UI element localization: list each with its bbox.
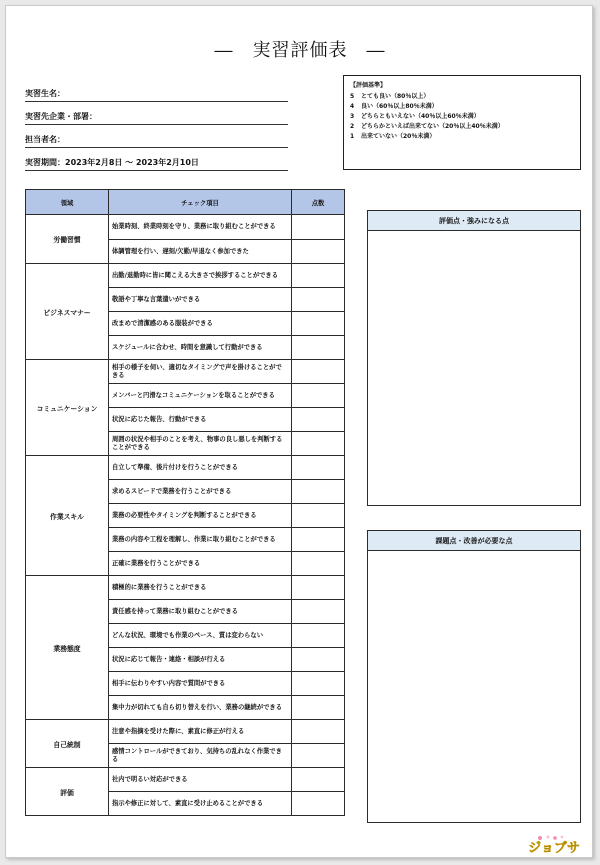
check-item: 責任感を持って業務に取り組むことができる: [109, 600, 292, 624]
category-cell: 労働習慣: [26, 215, 109, 264]
header-check-item: チェック項目: [109, 190, 292, 215]
check-item: 相手の様子を伺い、適切なタイミングで声を掛けることができる: [109, 360, 292, 384]
criteria-text: 出来ていない（20％未満）: [361, 133, 436, 140]
check-item: 社内で明るい対応ができる: [109, 768, 292, 792]
score-cell[interactable]: [292, 240, 345, 264]
header-score: 点数: [292, 190, 345, 215]
table-row: [26, 456, 345, 480]
check-item: 正確に業務を行うことができる: [109, 552, 292, 576]
criteria-score: 5: [350, 93, 355, 100]
category-cell: 評価: [26, 768, 109, 816]
score-cell[interactable]: [292, 432, 345, 456]
check-item: 体調管理を行い、遅刻/欠勤/早退なく参加できた: [109, 240, 292, 264]
logo-mark-icon: [528, 835, 580, 855]
score-cell[interactable]: [292, 215, 345, 240]
evaluation-sheet: [5, 5, 593, 858]
company-department-field: 実習先企業・部署：: [25, 111, 288, 125]
improvements-header: 課題点・改善が必要な点: [368, 531, 580, 551]
score-cell[interactable]: [292, 552, 345, 576]
improvements-box: [367, 530, 581, 823]
check-item: 状況に応じて報告・連絡・相談が行える: [109, 648, 292, 672]
criteria-row: [350, 112, 574, 122]
criteria-row: [350, 102, 574, 112]
score-cell[interactable]: [292, 600, 345, 624]
check-item: 業務の内容や工程を理解し、作業に取り組むことができる: [109, 528, 292, 552]
score-cell[interactable]: [292, 264, 345, 288]
student-name-field: 実習生名：: [25, 88, 288, 102]
category-cell: 自己統制: [26, 720, 109, 768]
table-header-row: [26, 190, 345, 215]
score-cell[interactable]: [292, 288, 345, 312]
jobsa-logo: [528, 835, 580, 855]
check-item: 始業時刻、終業時刻を守り、業務に取り組むことができる: [109, 215, 292, 240]
check-item: どんな状況、環境でも作業のペース、質は変わらない: [109, 624, 292, 648]
score-cell[interactable]: [292, 672, 345, 696]
score-cell[interactable]: [292, 792, 345, 816]
score-cell[interactable]: [292, 504, 345, 528]
header-category: 領域: [26, 190, 109, 215]
training-period-field: 実習期間：2023年2月8日 ～ 2023年2月10日: [25, 157, 288, 171]
check-item: 積極的に業務を行うことができる: [109, 576, 292, 600]
table-row: [26, 768, 345, 792]
strengths-input-area[interactable]: [368, 231, 580, 505]
table-row: [26, 264, 345, 288]
score-cell[interactable]: [292, 312, 345, 336]
check-item: 感情コントロールができており、気持ちの乱れなく作業できる: [109, 744, 292, 768]
score-cell[interactable]: [292, 624, 345, 648]
check-item: 出勤/退勤時に皆に聞こえる大きさで挨拶することができる: [109, 264, 292, 288]
check-item: 状況に応じた報告、行動ができる: [109, 408, 292, 432]
score-cell[interactable]: [292, 720, 345, 744]
score-cell[interactable]: [292, 744, 345, 768]
check-item: 業務の必要性やタイミングを判断することができる: [109, 504, 292, 528]
criteria-text: どちらかといえば出来てない（20％以上40％未満）: [361, 123, 504, 130]
check-item: 自立して準備、後片付けを行うことができる: [109, 456, 292, 480]
criteria-score: 3: [350, 113, 355, 120]
score-cell[interactable]: [292, 480, 345, 504]
score-cell[interactable]: [292, 576, 345, 600]
criteria-row: [350, 92, 574, 102]
table-row: [26, 720, 345, 744]
check-item: 敬語や丁寧な言葉遣いができる: [109, 288, 292, 312]
improvements-input-area[interactable]: [368, 551, 580, 822]
supervisor-name-field: 担当者名：: [25, 134, 288, 148]
logo-text: ジョブサ: [528, 841, 580, 855]
strengths-box: [367, 210, 581, 506]
category-cell: ビジネスマナー: [26, 264, 109, 360]
table-row: [26, 576, 345, 600]
criteria-text: どちらともいえない（40％以上60％未満）: [361, 113, 480, 120]
check-item: 指示や修正に対して、素直に受け止めることができる: [109, 792, 292, 816]
evaluation-criteria-box: [343, 75, 581, 170]
check-item: 周囲の状況や相手のことを考え、物事の良し悪しを判断することができる: [109, 432, 292, 456]
score-cell[interactable]: [292, 360, 345, 384]
score-cell[interactable]: [292, 336, 345, 360]
check-item: 集中力が切れても自ら切り替えを行い、業務の継続ができる: [109, 696, 292, 720]
criteria-row: [350, 132, 574, 142]
score-cell[interactable]: [292, 456, 345, 480]
score-cell[interactable]: [292, 696, 345, 720]
criteria-score: 4: [350, 103, 355, 110]
criteria-text: とても良い（80％以上）: [361, 93, 430, 100]
table-row: [26, 360, 345, 384]
check-item: 改まめで清潔感のある服装ができる: [109, 312, 292, 336]
check-item: スケジュールに合わせ、時間を意識して行動ができる: [109, 336, 292, 360]
score-cell[interactable]: [292, 648, 345, 672]
check-item: 注意や指摘を受けた際に、素直に修正が行える: [109, 720, 292, 744]
score-cell[interactable]: [292, 768, 345, 792]
table-row: [26, 215, 345, 240]
criteria-row: [350, 122, 574, 132]
criteria-score: 2: [350, 123, 355, 130]
page-title: ― 実習評価表 ―: [214, 40, 386, 61]
check-item: 求めるスピードで業務を行うことができる: [109, 480, 292, 504]
category-cell: 業務態度: [26, 576, 109, 720]
strengths-header: 評価点・強みになる点: [368, 211, 580, 231]
criteria-text: 良い（60％以上80％未満）: [361, 103, 438, 110]
evaluation-table: [25, 189, 345, 816]
category-cell: 作業スキル: [26, 456, 109, 576]
check-item: 相手に伝わりやすい内容で質問ができる: [109, 672, 292, 696]
score-cell[interactable]: [292, 408, 345, 432]
criteria-header: 【評価基準】: [350, 82, 387, 89]
check-item: メンバーと円滑なコミュニケーションを取ることができる: [109, 384, 292, 408]
category-cell: コミュニケーション: [26, 360, 109, 456]
score-cell[interactable]: [292, 528, 345, 552]
criteria-score: 1: [350, 133, 355, 140]
score-cell[interactable]: [292, 384, 345, 408]
